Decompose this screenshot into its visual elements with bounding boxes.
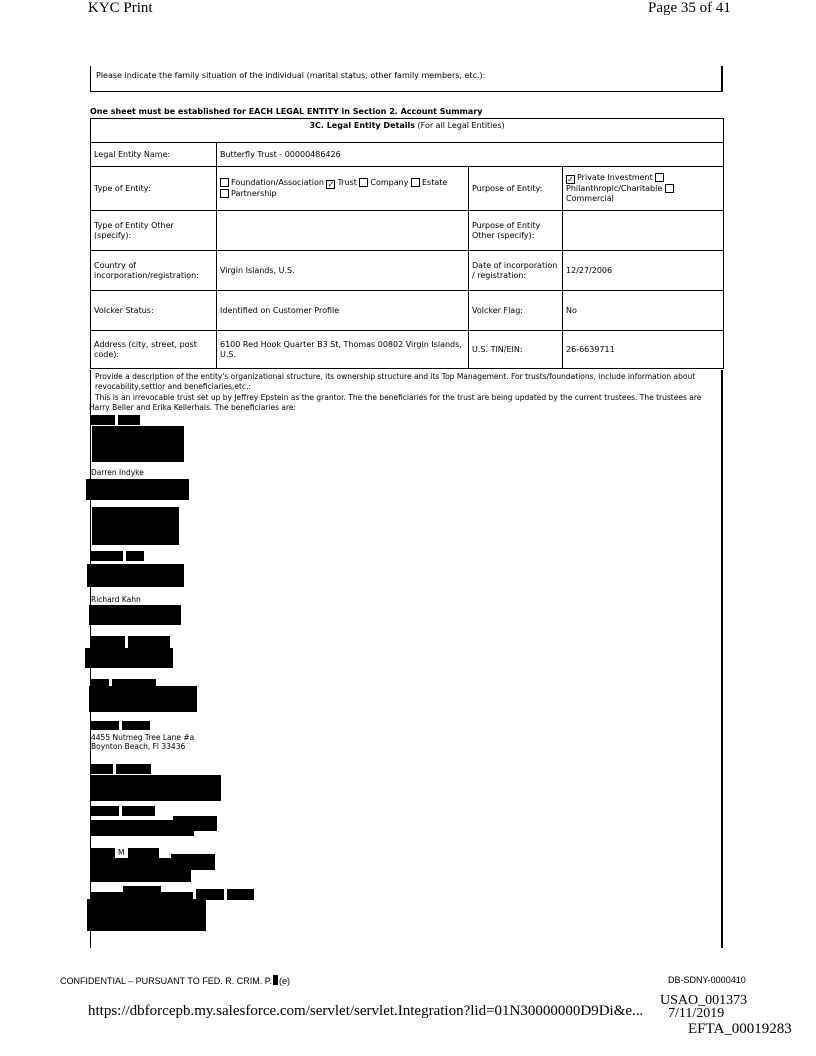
type-label: Type of Entity: <box>91 167 217 211</box>
address-line-1: 4455 Nutmeg Tree Lane #a <box>91 733 195 742</box>
volcker-flag-label: Volcker Flag: <box>469 291 563 331</box>
redaction <box>91 806 119 816</box>
tin-label: U.S. TIN/EIN: <box>469 331 563 369</box>
redaction <box>128 636 170 648</box>
redaction <box>91 764 113 774</box>
redaction <box>122 806 155 816</box>
address-value: 6100 Red Hook Quarter B3 St, Thomas 00802 Virgin Islands, U.S. <box>217 331 469 369</box>
redaction <box>91 858 191 870</box>
checkbox-partnership[interactable] <box>220 189 229 198</box>
redaction <box>90 820 194 836</box>
country-label: Country of incorporation/registration: <box>91 251 217 291</box>
doi-value: 12/27/2006 <box>563 251 724 291</box>
purpose-other-value <box>563 211 724 251</box>
family-prompt: Please indicate the family situation of the individual (marital status, other family members, etc.): <box>96 71 486 80</box>
checkbox-private-investment[interactable]: ✓ <box>567 175 574 184</box>
legal-entity-details-table <box>90 118 724 369</box>
redaction <box>126 551 144 561</box>
address-line-2: Boynton Beach, Fl 33436 <box>91 742 186 751</box>
redaction <box>87 564 184 587</box>
redaction <box>91 870 191 882</box>
redaction <box>227 889 254 900</box>
doi-label: Date of incorporation / registration: <box>469 251 563 291</box>
print-date: 7/11/2019 <box>668 1006 725 1021</box>
name-value: Butterfly Trust - 00000486426 <box>217 143 724 167</box>
confidential-notice: CONFIDENTIAL – PURSUANT TO FED. R. CRIM. P. (e) <box>60 976 291 986</box>
redaction <box>91 775 221 801</box>
redaction <box>118 415 140 425</box>
purpose-options: ✓ Private Investment Philanthropic/Charitable Commercial <box>563 167 724 211</box>
purpose-label: Purpose of Entity: <box>469 167 563 211</box>
redaction <box>89 686 197 712</box>
page-number: Page 35 of 41 <box>648 0 731 16</box>
redaction <box>122 721 150 730</box>
volcker-status-label: Volcker Status: <box>91 291 217 331</box>
redaction <box>92 507 179 545</box>
redaction <box>91 551 123 561</box>
country-value: Virgin Islands, U.S. <box>217 251 469 291</box>
redaction <box>116 764 151 774</box>
checkbox-philanthropic[interactable] <box>665 184 674 193</box>
print-title: KYC Print <box>88 0 153 16</box>
type-other-value <box>217 211 469 251</box>
address-label: Address (city, street, post code): <box>91 331 217 369</box>
source-url: https://dbforcepb.my.salesforce.com/servlet/servlet.Integration?lid=01N30000000D9Di&e... <box>88 1003 644 1019</box>
desc-right-border <box>721 370 723 948</box>
letter-m: M <box>118 848 125 857</box>
redaction <box>87 899 206 931</box>
sheet-note: One sheet must be established for EACH LEGAL ENTITY in Section 2. Account Summary <box>90 107 483 116</box>
redaction <box>91 848 115 858</box>
tin-value: 26-6639711 <box>563 331 724 369</box>
name-label: Legal Entity Name: <box>91 143 217 167</box>
purpose-other-label: Purpose of Entity Other (specify): <box>469 211 563 251</box>
checkbox-estate[interactable] <box>411 178 420 187</box>
checkbox-private-investment-2[interactable] <box>655 173 664 182</box>
efta-number: EFTA_00019283 <box>688 1021 792 1037</box>
name-richard: Richard Kahn <box>91 595 141 604</box>
redaction <box>91 636 125 648</box>
checkbox-company[interactable] <box>359 178 368 187</box>
redaction <box>86 479 189 500</box>
box-left-border <box>90 66 91 92</box>
box-bottom-border <box>90 91 723 92</box>
usao-number: USAO_001373 <box>660 993 748 1008</box>
table-title: 3C. Legal Entity Details (For all Legal Entities) <box>91 119 724 143</box>
redaction <box>91 415 115 425</box>
type-options: Foundation/Association ✓ Trust Company Estate Partnership <box>217 167 469 211</box>
redaction <box>89 605 181 625</box>
bates-number: DB-SDNY-0000410 <box>668 975 746 985</box>
description-prompt: Provide a description of the entity's organizational structure, its ownership structure and its Top Management. For trusts/foundations, include information about revocability,settlor and beneficiaries,etc.: <box>95 372 696 391</box>
name-darren: Darren Indyke <box>91 468 144 477</box>
box-right-border <box>721 66 723 92</box>
redaction <box>92 426 184 462</box>
redaction <box>85 648 173 668</box>
type-other-label: Type of Entity Other (specify): <box>91 211 217 251</box>
redaction <box>273 975 278 985</box>
redaction <box>128 848 159 858</box>
volcker-flag-value: No <box>563 291 724 331</box>
checkbox-trust[interactable]: ✓ <box>327 180 335 189</box>
redaction <box>91 721 119 730</box>
checkbox-foundation[interactable] <box>220 178 229 187</box>
description-text: This is an irrevocable trust set up by Jeffrey Epstein as the grantor. The the beneficiaries for the trust are being updated by the current trustees. The trustees are Harry Beller and Erika Kellerhals. The beneficiaries are: <box>89 393 702 412</box>
volcker-status-value: Identified on Customer Profile <box>217 291 469 331</box>
